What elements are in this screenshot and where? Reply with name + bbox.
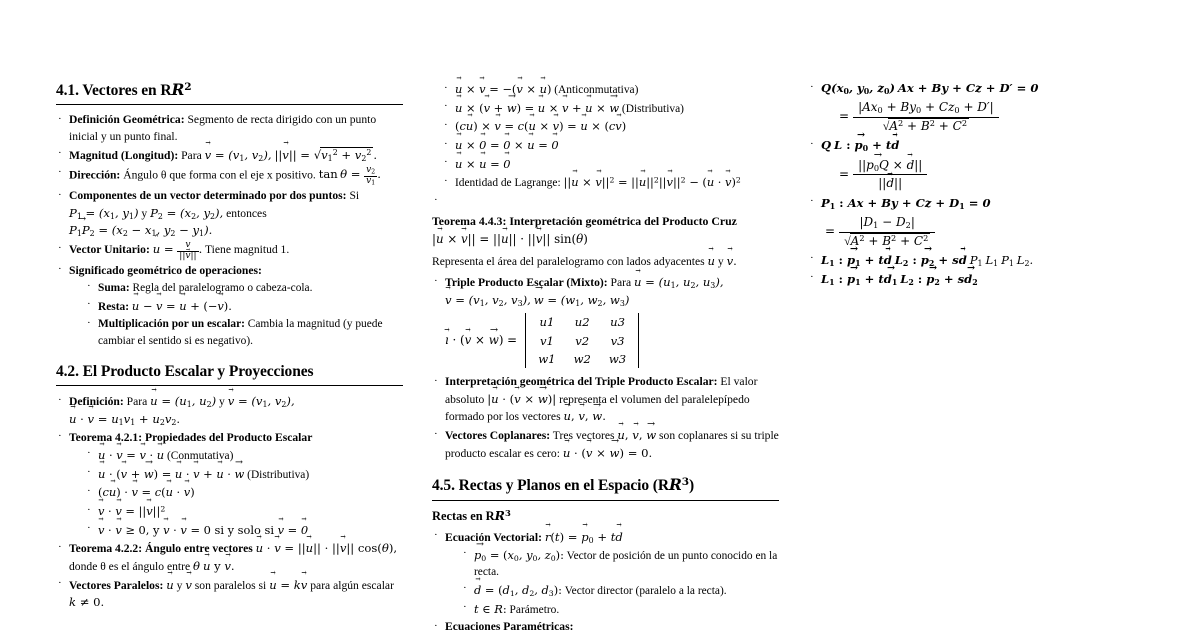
bullet-icon: · [434,529,438,542]
fraction: $\frac{|Ax_0 + By_0 + Cz_0 + D'|}{√A^2 + B^2 + C^2}$ [853,100,999,133]
item-label: Dirección: [69,168,121,182]
math-expression: u → × 0 → = 0 → × u → = 0 → [455,138,559,152]
list-item [442,118,779,135]
math-expression: $P_2 = (x_2$, $y_2$), [150,205,224,221]
item-label: Vector Unitario: [69,243,150,257]
list-item-empty [432,193,779,207]
item-label: Identidad de Lagrange: [455,177,561,190]
item-text: Cambia la magnitud (y puede cambiar el sentido si es negativo). [98,318,383,347]
list-item [808,80,1155,133]
section-heading-4-2: 4.2. El Producto Escalar y Proyecciones [56,362,314,380]
math-expression: v → = ($v_1$, $v_2$), [205,148,272,162]
list-item [56,112,403,145]
list-item [56,166,403,187]
math-expression: u → = ($u_1$, $u_2$, $u_3$), [634,275,724,289]
math-expression: $P_1$ [969,252,983,268]
bullet-icon: · [58,540,62,553]
math-expression: w → = ($w_1$, $w_2$, $w_3$) [534,293,630,307]
list-item: · d → = ($d_1$, $d_2$, $d_3$): Vector director (paralelo a la recta). [461,582,779,599]
bullet-icon: · [810,271,814,284]
item-label: Teorema 4.2.1: Propiedades del Producto Escalar [69,430,313,444]
math-expression: v → · v → ≥ 0, y v → · v → = 0 si y solo si v → = 0 → [98,523,308,537]
bullet-icon: · [444,156,448,169]
sublist-operaciones [85,280,403,349]
bullet-icon: · [58,112,62,125]
math-expression: $r \to(t) = p \to_0$ + td → [545,530,623,544]
bullet-icon: · [434,619,438,632]
math-expression: $P_1P_2$ → = ($x_2 - x_1$, $y_2 - y_1$). [69,223,212,237]
math-expression: u → [166,578,173,592]
list-item [85,316,403,348]
math-expression: u → · v → = v → · u → [98,448,164,462]
heading-rule [56,104,403,105]
math-expression: θ [193,558,201,573]
list-item: · u → · v → = v → · u → (Conmutativa) [85,447,403,464]
item-label: Teorema 4.2.2: Ángulo entre vectores [69,542,253,556]
math-expression: t ∈ R: [474,601,507,616]
list-item [85,484,403,501]
math-expression: v → [185,578,192,592]
theorema-heading: Teorema 4.4.3: Interpretación geométrica del Producto Cruz [432,214,737,229]
math-expression: u → × (v → + w →) = u → × v → + u → × w → [455,101,619,115]
bullet-icon: · [58,166,62,179]
math-expression: $P_1 = (x_1$, $y_1$) [69,205,139,221]
math-expression: v →. [727,254,737,268]
list-item: · Definición: Para u → = ($u_1$, $u_2$) y v → = ($v_1$, $v_2$), u → · v → = $u_1v_1 + u_2v_2$. [56,393,403,428]
list-item [432,619,779,635]
list-item [442,137,779,154]
list-item: · t ∈ R: Parámetro. [463,601,560,616]
bullet-icon: · [58,263,62,276]
planos-paralelos-block [821,195,1155,248]
math-expression: u →, v →, w →. [564,409,606,423]
equation-planos-paralelos: = $\frac{|D_1 - D_2|}{√A^2 + B^2 + C^2}$ [821,215,1155,248]
item-text: Regla del paralelogramo o cabeza-cola. [132,281,313,294]
list-item: · u → · (v → + w →) = u → · v → + u → · w → (Distributiva) [85,466,403,483]
bullet-icon: · [58,147,62,160]
math-expression: u → · (v → + w →) = u → · v → + u → · w → [98,467,244,481]
list-triple-producto [432,274,779,462]
column-3 [808,80,1155,626]
matrix-cell: w2 [573,352,591,366]
list-item [432,529,779,618]
bullet-icon: · [87,316,91,329]
bullet-icon: · [810,80,814,93]
math-expression: tan θ = $\frac{v_2}{v_1}$ . [318,164,381,187]
matrix-cell: w1 [538,352,556,366]
math-expression: |u → × v →|| = ||u →|| · ||v →|| sin(θ) [432,232,588,246]
math-expression: $p_0$ → = ($x_0$, $y_0$, $z_0$): [474,548,564,562]
math-expression: u →, v →, w → [617,428,656,442]
bullet-icon: · [463,601,467,614]
bullet-icon: · [444,118,448,131]
item-label: Interpretación geométrica del Triple Producto Escalar: [445,375,718,389]
list-item: · $p_0$ → = ($x_0$, $y_0$, $z_0$): Vector de posición de un punto conocido en la recta. [461,547,779,580]
matrix-cell: u2 [574,315,590,330]
fraction: $\frac{|D_1 - D_2|}{√A^2 + B^2 + C^2}$ [839,215,935,248]
item-label: Suma: [98,281,130,294]
list-item [808,252,1155,269]
section-heading-4-1: 4.1. Vectores en $RR^2$ [56,80,192,99]
math-expression: $P_1$ [1001,252,1014,268]
bullet-icon: · [434,193,438,206]
bullet-icon: · [58,430,62,443]
list-section-4-1 [56,112,403,348]
math-expression: v → = ($v_1$, $v_2$), [228,394,295,408]
list-section-4-5 [432,529,779,636]
item-text: Si [349,189,360,203]
table-row [529,313,635,331]
math-expression: u → = ($u_1$, $u_2$) [150,394,216,408]
math-expression: ı → · (v → × w →) = [445,332,517,349]
matrix-cell: v2 [575,333,590,348]
list-item [56,430,403,539]
item-label: $L_1$ : $p_1$ → + $td_1 \to L_2$ : $p_2$ → + $sd_2$ → [821,273,978,286]
item-label: $Q(x_0$, $y_0$, $z_0$) Ax + By + Cz + D′ = 0 [821,81,1039,96]
math-expression: (cu →) · v → = c(u → · v →) [98,485,195,499]
bullet-icon: · [810,195,814,207]
bullet-icon: · [434,374,438,387]
matrix-cell: w3 [608,352,627,366]
math-expression: $L_2$. [1016,252,1034,268]
bullet-icon: · [87,466,91,479]
math-expression: u → × v → = −(v → × u →) [455,82,551,96]
column-1 [56,80,403,626]
list-section-4-4 [432,193,779,207]
math-expression: u → − v → = u → + (−v →). [132,299,232,313]
matrix-cell: v3 [610,333,625,348]
math-expression: u → · (v → × w →) = 0. [563,446,652,460]
determinant-matrix [522,313,642,368]
item-label: Multiplicación por un escalar: [98,318,245,331]
matrix-cell: u1 [539,315,555,330]
bullet-icon: · [444,81,448,94]
list-item: · u → × (v → + w →) = u → × v → + u → × w → (Distributiva) [442,100,779,117]
bullet-icon: · [463,582,467,595]
item-label: Triple Producto Escalar (Mixto): [445,276,608,290]
list-item [85,522,403,539]
bullet-icon: · [87,447,91,460]
item-text: Ángulo θ que forma con el eje x positivo. [123,168,316,182]
sublist-propiedades-cruz [442,81,779,192]
bullet-icon: · [810,137,814,150]
matrix-bar-left [525,313,526,368]
matrix-table [529,313,635,368]
list-item: · u → × v → = −(v → × u →) (Anticonmutativa) [442,81,779,98]
item-label: $P_1$ : $Ax + By + Cz + D_1 = 0$ [821,195,991,211]
item-text: Tiene magnitud 1. [204,243,290,257]
table-row [529,350,635,368]
list-item: · Vectores Coplanares: Tres vectores u →, v →, w → son coplanares si su triple producto escalar es cero: u → · (v → × w →) = 0. [432,427,779,462]
math-expression: v → = ($v_1$, $v_2$, $v_3$), [445,293,531,307]
bullet-icon: · [87,484,91,497]
heading-rule [432,500,779,501]
math-expression: u → · v → = ||u →|| · ||v →|| cos(θ), [256,541,397,555]
list-item: · Componentes de un vector determinado por dos puntos: Si $P_1 = (x_1$, $y_1$) y $P_2 = (x_2$, $y_2$), entonces $P_1P_2$ → = ($x_2 - x_1$, $y_2 - y_1$). [56,188,403,239]
math-expression: $L_1$ [985,252,999,268]
bullet-icon: · [58,393,62,406]
determinant-equation [445,313,779,368]
list-item [56,241,403,261]
item-label: Componentes de un vector determinado por dos puntos: [69,189,347,203]
item-label: Significado geométrico de operaciones: [69,263,262,277]
list-distancias [808,80,1155,288]
bullet-icon: · [810,252,814,265]
bullet-icon: · [434,274,438,287]
math-expression: u → [708,254,715,268]
item-label: Q L : $p_0$ → + td → [821,139,899,152]
three-column-layout [56,80,1155,634]
math-expression: (cu →) × v → = c(u → × v →) = u → × (cv →) [455,119,626,133]
sublist-propiedades-escalar [85,447,403,539]
item-text: Segmento de recta dirigido con un punto inicial y un punto final. [69,113,377,143]
math-expression: d → = ($d_1$, $d_2$, $d_3$): [474,583,562,597]
list-item: · Vectores Paralelos: u → y v → son paralelos si u → = kv → para algún escalar k ≠ 0. [56,577,403,612]
list-section-4-2 [56,393,403,612]
theorema-body: Representa el área del paralelogramo con lados adyacentes u → y v →. [432,253,779,270]
sublist-ecuacion-vectorial [461,547,779,618]
list-item [442,174,779,191]
column-2 [432,80,779,634]
item-text: Para [181,148,202,162]
list-item: · Interpretación geométrica del Triple Producto Escalar: El valor absoluto |u → · (v → × w →)| representa el volumen del paralelepípedo formado por los vectores u →, v →, w →. [432,374,779,425]
math-expression: ||v →|| = $√v_1^2 + v_2^2$ . [274,148,377,162]
math-expression: u → y v →. [203,559,235,573]
fraction: $\frac{||p_0Q \to \times d \to||}{||d \to||}$ [853,158,927,191]
section-heading-4-5: 4.5. Rectas y Planos en el Espacio $(RR^3)$ [432,475,695,495]
item-label: Magnitud (Longitud): [69,148,179,162]
list-item: · Teorema 4.2.2: Ángulo entre vectores u → · v → = ||u →|| · ||v →|| cos(θ), donde θ es el ángulo entre θ u → y v →. [56,540,403,575]
math-expression: k ≠ 0. [69,595,105,610]
subheading-rectas: Rectas en $RR^3$ [432,507,511,523]
list-item: · Triple Producto Escalar (Mixto): Para u → = ($u_1$, $u_2$, $u_3$), v → = ($v_1$, $v_2$, $v_3$), w → = ($w_1$, $w_2$, $w_3$) ı → · (v → × w →) = u1 u2 u3 v1 v2 v3 w1 w2 w3 [432,274,779,368]
math-expression: u → × u → = 0 → [455,157,511,171]
math-expression: v → · v → = $||v \to||^2$ [98,504,165,518]
list-item [808,137,1155,190]
list-item [85,503,403,520]
math-expression: u → = kv → [269,578,307,592]
equation-punto-plano: = $\frac{|Ax_0 + By_0 + Cz_0 + D'|}{√A^2 + B^2 + C^2}$ [835,100,1155,133]
item-label: Vectores Coplanares: [445,429,551,443]
bullet-icon: · [58,577,62,590]
bullet-icon: · [87,298,91,311]
item-label: Ecuación Vectorial: [445,530,542,544]
item-label: Vectores Paralelos: [69,578,164,592]
list-item [808,271,1155,288]
bullet-icon: · [434,427,438,440]
equation-punto-recta: = $\frac{||p_0Q \to \times d \to||}{||d \to||}$ [835,158,1155,191]
math-expression: u ˆ = $\frac{v}{||v \to||}$ . [153,242,203,256]
list-item-empty [808,195,1155,248]
math-expression: |u → · (v → × w →)| [487,392,556,406]
item-label: $L_1$ : $p_1$ → + td → $L_2$ : $p_2$ → + sd → [821,254,970,267]
bullet-icon: · [444,137,448,150]
math-expression: u → · v → = $u_1v_1 + u_2v_2$. [69,412,180,426]
bullet-icon: · [58,241,62,254]
item-label: Ecuaciones Paramétricas: [445,620,574,634]
bullet-icon: · [58,188,62,201]
list-item [56,147,403,164]
bullet-icon: · [444,100,448,113]
bullet-icon: · [87,522,91,535]
item-label: Resta: [98,300,129,313]
item-label: Definición Geométrica: [69,113,185,127]
bullet-icon: · [444,174,448,187]
item-label: Definición: [69,395,124,409]
math-expression: ||u → × $v \to||^2 = ||u \to||^2||v \to||^2 - (u$ → · v →)$^2$ [564,175,741,189]
theorema-4-4-3-block [432,214,779,270]
table-row [529,332,635,350]
bullet-icon: · [87,503,91,516]
matrix-cell: v1 [539,333,554,348]
list-item [85,298,403,315]
bullet-icon: · [463,547,467,560]
bullet-icon: · [87,280,91,293]
list-item [56,263,403,349]
matrix-cell: u3 [610,315,625,330]
matrix-bar-right [638,313,639,368]
